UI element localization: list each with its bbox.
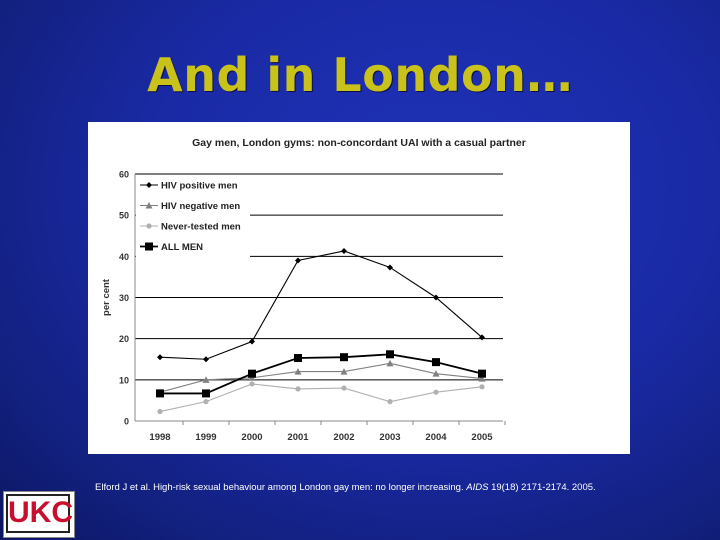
logo-text: UKC <box>8 496 73 529</box>
data-point <box>248 370 256 378</box>
data-point <box>157 409 162 414</box>
data-point <box>249 339 255 345</box>
data-point <box>295 257 301 263</box>
data-point <box>433 390 438 395</box>
series-line <box>160 363 482 392</box>
data-point <box>203 399 208 404</box>
ukc-logo <box>3 491 75 538</box>
data-point <box>478 370 486 378</box>
citation <box>95 482 715 493</box>
y-axis-label: per cent <box>101 279 112 316</box>
x-tick-label: 2003 <box>379 432 401 443</box>
data-point <box>295 386 300 391</box>
data-point <box>202 389 210 397</box>
data-point <box>341 248 347 254</box>
x-tick-label: 2000 <box>241 432 263 443</box>
legend-label: Never-tested men <box>161 221 241 233</box>
data-point <box>341 385 346 390</box>
x-tick-label: 2004 <box>425 432 447 443</box>
data-point <box>479 384 484 389</box>
x-tick-label: 2002 <box>333 432 355 443</box>
data-point <box>156 389 164 397</box>
y-tick-label: 50 <box>118 210 129 221</box>
data-point <box>387 399 392 404</box>
y-tick-label: 20 <box>118 334 129 345</box>
legend-marker <box>145 243 153 251</box>
data-point <box>203 356 209 362</box>
y-tick-label: 10 <box>118 375 129 386</box>
data-point <box>249 381 254 386</box>
legend-marker <box>146 223 151 228</box>
citation-authors: Elford J et al. High-risk sexual behaviour among London gay men: no longer increasing. <box>95 482 467 493</box>
data-point <box>294 354 302 362</box>
chart-panel <box>88 122 630 454</box>
x-tick-label: 1999 <box>195 432 217 443</box>
y-tick-label: 0 <box>123 416 129 427</box>
y-tick-label: 40 <box>118 251 129 262</box>
series-line <box>160 251 482 359</box>
legend-label: HIV positive men <box>161 180 238 192</box>
x-tick-label: 1998 <box>149 432 171 443</box>
data-point <box>386 350 394 358</box>
data-point <box>340 353 348 361</box>
y-tick-label: 60 <box>118 169 129 180</box>
data-point <box>432 358 440 366</box>
legend-label: ALL MEN <box>161 242 204 253</box>
x-tick-label: 2001 <box>287 432 309 443</box>
citation-journal: AIDS <box>466 482 489 493</box>
data-point <box>387 264 393 270</box>
citation-rest: 19(18) 2171-2174. 2005. <box>488 482 596 493</box>
data-point <box>387 360 394 367</box>
x-tick-label: 2005 <box>471 432 493 443</box>
chart-title: Gay men, London gyms: non-concordant UAI with a casual partner <box>192 137 526 149</box>
line-chart <box>88 122 630 454</box>
slide-title: And in London… <box>147 48 573 102</box>
data-point <box>157 354 163 360</box>
legend-label: HIV negative men <box>161 201 241 212</box>
series-line <box>160 384 482 412</box>
y-tick-label: 30 <box>118 293 129 303</box>
